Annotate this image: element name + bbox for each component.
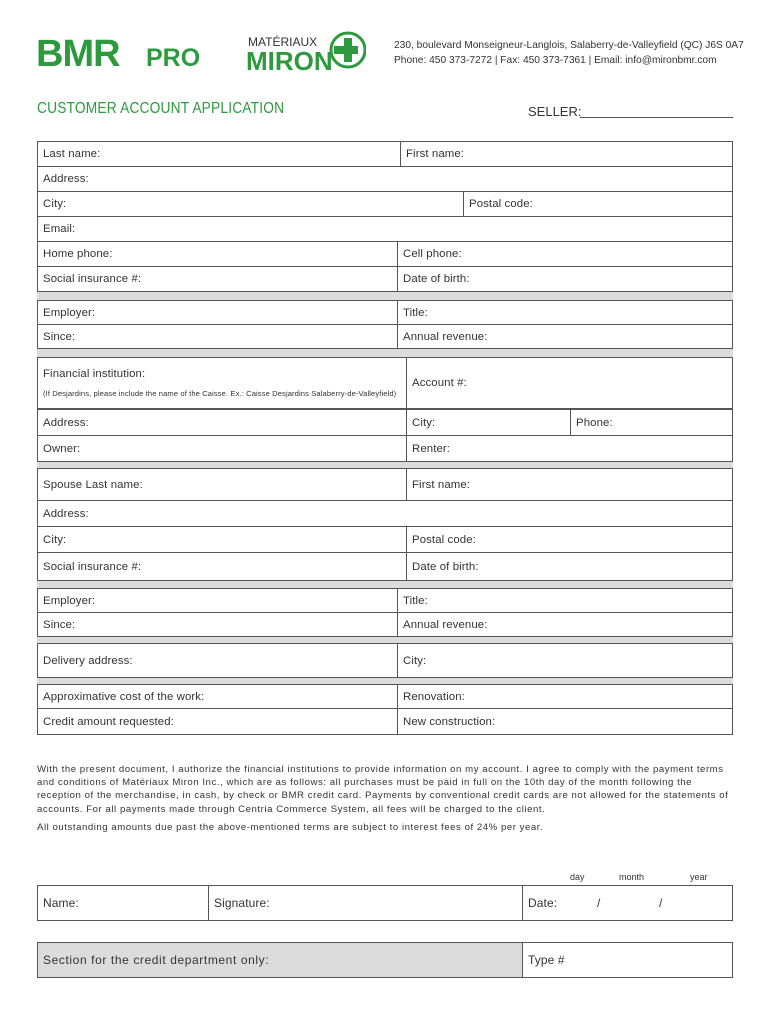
field-postal-code[interactable] — [463, 192, 732, 216]
label-bank-city: City: — [412, 416, 436, 429]
page-title: CUSTOMER ACCOUNT APPLICATION — [37, 100, 285, 117]
label-renovation: Renovation: — [403, 690, 465, 703]
row-since — [37, 324, 733, 349]
label-sin: Social insurance #: — [43, 273, 142, 285]
terms-paragraph-1: With the present document, I authorize the financial institutions to provide information on my account. I agree to comply with the payment terms and conditions of Matériaux Miron Inc., which are as follows: all purchases must be paid in full on the 10th day of the month following the reception of the merchandise, in cash, by check or BMR credit card. Payments by conventional credit cards are not allowed for the statements of accounts. For all payments made through Centria Commerce System, all fees will be charged to the client. — [37, 764, 729, 815]
label-employer: Employer: — [43, 306, 96, 319]
company-logo — [36, 26, 366, 86]
label-email: Email: — [43, 223, 76, 235]
label-spouse-sin: Social insurance #: — [43, 560, 142, 573]
field-home-phone[interactable] — [38, 242, 397, 266]
date-month-label: month — [619, 872, 645, 882]
field-bank-city[interactable] — [406, 410, 570, 435]
label-spouse-last-name: Spouse Last name: — [43, 478, 143, 491]
label-spouse-since: Since: — [43, 618, 76, 631]
seller-label: SELLER: — [528, 104, 582, 119]
field-owner[interactable] — [38, 436, 406, 461]
terms-text — [37, 763, 737, 834]
label-date: Date: — [528, 896, 558, 910]
field-spouse-sin[interactable] — [38, 553, 406, 580]
separator — [37, 349, 733, 357]
field-spouse-dob[interactable] — [406, 553, 732, 580]
label-spouse-first-name: First name: — [412, 478, 471, 491]
field-address[interactable] — [38, 167, 732, 191]
date-slash-2: / — [659, 896, 663, 910]
field-name[interactable] — [38, 886, 208, 920]
date-day-label: day — [570, 872, 585, 882]
field-delivery-address[interactable] — [38, 644, 397, 677]
field-employer[interactable] — [38, 301, 397, 324]
field-annual-revenue[interactable] — [397, 325, 732, 348]
row-spouse-since — [37, 612, 733, 637]
terms-paragraph-2: All outstanding amounts due past the above-mentioned terms are subject to interest fees of 24% per year. — [37, 821, 544, 833]
label-credit-requested: Credit amount requested: — [43, 715, 174, 728]
field-bank-address[interactable] — [38, 410, 406, 435]
field-credit-requested[interactable] — [38, 709, 397, 734]
field-first-name[interactable] — [400, 142, 732, 166]
row-city — [37, 191, 733, 217]
logo-pro-text: PRO — [146, 44, 201, 72]
row-approx-cost — [37, 684, 733, 709]
label-dob: Date of birth: — [403, 273, 470, 285]
row-bank-address — [37, 409, 733, 436]
field-spouse-address[interactable] — [38, 501, 732, 526]
label-delivery-city: City: — [403, 654, 427, 667]
field-account[interactable] — [406, 358, 732, 408]
label-spouse-address: Address: — [43, 507, 89, 520]
label-spouse-employer: Employer: — [43, 594, 96, 607]
row-address — [37, 166, 733, 192]
row-email — [37, 216, 733, 242]
logo-plus-horizontal — [334, 46, 358, 54]
label-spouse-dob: Date of birth: — [412, 560, 479, 573]
field-spouse-city[interactable] — [38, 527, 406, 552]
label-new-construction: New construction: — [403, 715, 496, 728]
label-last-name: Last name: — [43, 148, 101, 160]
row-spouse-address — [37, 500, 733, 527]
field-since[interactable] — [38, 325, 397, 348]
field-spouse-annual-revenue[interactable] — [397, 613, 732, 636]
label-address: Address: — [43, 173, 89, 185]
label-home-phone: Home phone: — [43, 248, 113, 260]
field-last-name[interactable] — [38, 142, 400, 166]
row-phones — [37, 241, 733, 267]
row-credit-requested — [37, 708, 733, 735]
field-approx-cost[interactable] — [38, 685, 397, 708]
label-name: Name: — [43, 896, 79, 910]
label-spouse-city: City: — [43, 533, 67, 546]
label-bank-phone: Phone: — [576, 416, 613, 429]
field-delivery-city[interactable] — [397, 644, 732, 677]
label-credit-department: Section for the credit department only: — [43, 953, 270, 967]
label-since: Since: — [43, 330, 76, 343]
label-city: City: — [43, 198, 67, 210]
field-credit-department[interactable] — [38, 943, 522, 977]
date-year-label: year — [690, 872, 708, 882]
field-title[interactable] — [397, 301, 732, 324]
label-first-name: First name: — [406, 148, 465, 160]
field-email[interactable] — [38, 217, 732, 241]
label-owner: Owner: — [43, 442, 81, 455]
signature-box — [37, 885, 733, 921]
logo-materiaux-text: MATÉRIAUX — [248, 35, 318, 49]
credit-department-box — [37, 942, 733, 978]
field-spouse-since[interactable] — [38, 613, 397, 636]
field-signature[interactable] — [208, 886, 522, 920]
separator — [37, 292, 733, 300]
logo-bmr-text: BMR — [36, 33, 120, 75]
label-type: Type # — [528, 953, 565, 967]
row-financial — [37, 357, 733, 409]
row-spouse-employer — [37, 588, 733, 613]
field-bank-phone[interactable] — [570, 410, 732, 435]
label-account: Account #: — [412, 377, 467, 389]
row-owner — [37, 435, 733, 462]
field-renter[interactable] — [406, 436, 732, 461]
label-bank-address: Address: — [43, 416, 89, 429]
financial-note: (If Desjardins, please include the name of the Caisse. Ex.: Caisse Desjardins Salaberry-de-Valleyfield) — [43, 389, 397, 398]
label-spouse-title: Title: — [403, 594, 428, 607]
date-slash-1: / — [597, 896, 601, 910]
label-signature: Signature: — [214, 896, 270, 910]
label-spouse-postal-code: Postal code: — [412, 533, 476, 546]
row-name — [37, 141, 733, 167]
field-sin[interactable] — [38, 267, 397, 291]
label-spouse-annual-revenue: Annual revenue: — [403, 618, 488, 631]
logo-miron-text: MIRON — [246, 46, 333, 76]
label-cell-phone: Cell phone: — [403, 248, 462, 260]
field-spouse-title[interactable] — [397, 589, 732, 612]
row-spouse-city — [37, 526, 733, 553]
field-dob[interactable] — [397, 267, 732, 291]
field-spouse-first-name[interactable] — [406, 469, 732, 500]
field-financial-institution[interactable] — [38, 358, 406, 408]
label-annual-revenue: Annual revenue: — [403, 330, 488, 343]
company-address: 230, boulevard Monseigneur-Langlois, Salaberry-de-Valleyfield (QC) J6S 0A7 — [394, 40, 744, 51]
bmr-miron-logo-graphic — [36, 26, 366, 86]
label-postal-code: Postal code: — [469, 198, 533, 210]
field-new-construction[interactable] — [397, 709, 732, 734]
label-delivery-address: Delivery address: — [43, 654, 133, 667]
row-spouse-sin — [37, 552, 733, 581]
company-address-block — [394, 38, 744, 68]
field-spouse-last-name[interactable] — [38, 469, 406, 500]
row-spouse-name — [37, 468, 733, 501]
field-spouse-employer[interactable] — [38, 589, 397, 612]
label-title: Title: — [403, 306, 428, 319]
row-sin — [37, 266, 733, 292]
field-spouse-postal-code[interactable] — [406, 527, 732, 552]
seller-input-line[interactable] — [580, 117, 733, 118]
field-renovation[interactable] — [397, 685, 732, 708]
field-city[interactable] — [38, 192, 463, 216]
label-approx-cost: Approximative cost of the work: — [43, 690, 205, 703]
field-type[interactable] — [522, 943, 732, 977]
label-financial-institution: Financial institution: — [43, 368, 146, 380]
row-employer — [37, 300, 733, 325]
row-delivery — [37, 643, 733, 678]
company-contact: Phone: 450 373-7272 | Fax: 450 373-7361 | Email: info@mironbmr.com — [394, 55, 717, 66]
field-date[interactable] — [522, 886, 732, 920]
separator — [37, 581, 733, 588]
field-cell-phone[interactable] — [397, 242, 732, 266]
label-renter: Renter: — [412, 442, 451, 455]
